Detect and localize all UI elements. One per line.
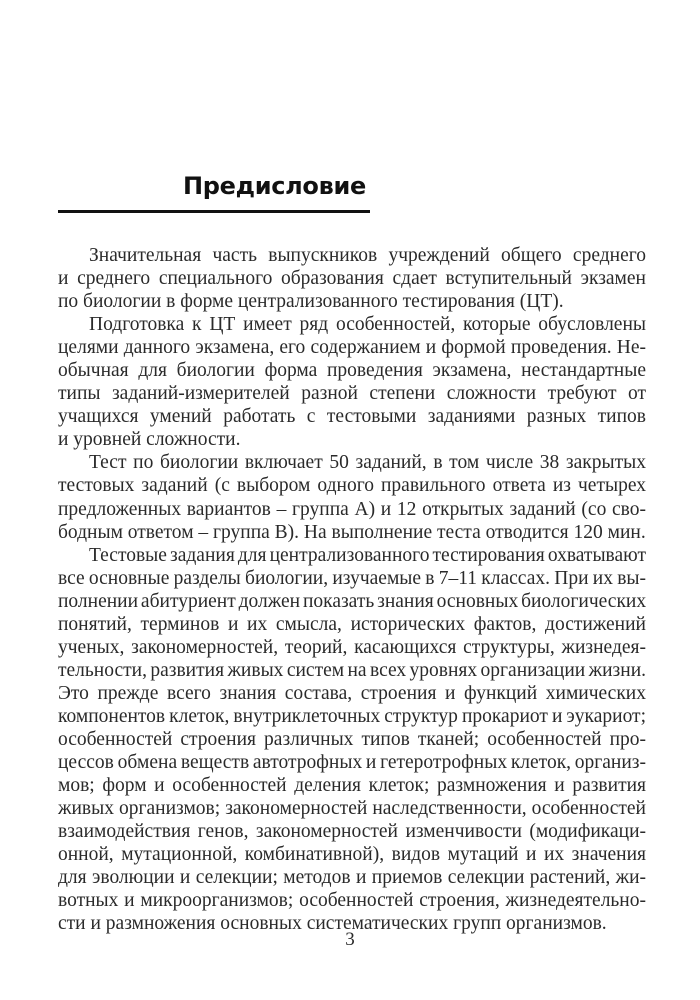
page-title: Предисловие [182, 172, 366, 200]
text-line: учащихся умений работать с тестовыми заданиями разных типов [58, 406, 646, 428]
text-line: Подготовка к ЦТ имеет ряд особенностей, которые обусловлены [89, 314, 646, 336]
text-line: понятий, терминов и их смысла, исторических фактов, достижений [58, 613, 646, 635]
text-line: тельности, развития живых систем на всех уровнях организации жизни. [58, 659, 646, 681]
page-number: 3 [345, 929, 355, 950]
text-line: мов; форм и особенностей деления клеток; размножения и развития [58, 775, 646, 797]
text-line: полнении абитуриент должен показать знания основных биологических [58, 590, 647, 612]
text-line: взаимодействия генов, закономерностей изменчивости (модификаци- [58, 821, 646, 843]
text-line: и уровней сложности. [58, 429, 241, 451]
text-line: Тестовые задания для централизованного тестирования охватывают [89, 544, 646, 566]
text-line: все основные разделы биологии, изучаемые в 7–11 классах. При их вы- [58, 567, 646, 589]
text-line: и среднего специального образования сдает вступительный экзамен [58, 268, 646, 290]
text-line: Тест по биологии включает 50 заданий, в том числе 38 закрытых [89, 452, 646, 474]
text-line: Это прежде всего знания состава, строения и функций химических [58, 682, 646, 704]
paragraph [58, 451, 646, 543]
text-line: сти и размножения основных систематических групп организмов. [58, 913, 607, 935]
text-line: по биологии в форме централизованного тестирования (ЦТ). [58, 291, 564, 313]
text-line: бодным ответом – группа В). На выполнение теста отводится 120 мин. [58, 521, 646, 543]
text-line: предложенных вариантов – группа А) и 12 открытых заданий (со сво- [58, 498, 646, 520]
text-line: Значительная часть выпускников учреждений общего среднего [89, 245, 646, 266]
text-line: типы заданий-измерителей разной степени сложности требуют от [58, 383, 646, 405]
text-line: цессов обмена веществ автотрофных и гетеротрофных клеток, организ- [58, 752, 646, 774]
text-line: вотных и микроорганизмов; особенностей строения, жизнедеятельно- [58, 890, 646, 912]
text-line: целями данного экзамена, его содержанием и формой проведения. Не- [58, 337, 646, 359]
text-line: обычная для биологии форма проведения экзамена, нестандартные [58, 360, 646, 382]
text-line: для эволюции и селекции; методов и приемов селекции растений, жи- [58, 867, 646, 889]
text-line: компонентов клеток, внутриклеточных структур прокариот и эукариот; [58, 705, 646, 727]
text-line: живых организмов; закономерностей наследственности, особенностей [58, 798, 646, 820]
body-text [58, 244, 647, 935]
paragraph [58, 313, 646, 451]
heading-underline [58, 172, 370, 213]
paragraph [58, 244, 646, 313]
text-line: онной, мутационной, комбинативной), видов мутаций и их значения [58, 844, 646, 866]
text-line: ученых, закономерностей, теорий, касающихся структуры, жизнедея- [58, 636, 646, 658]
text-line: тестовых заданий (с выбором одного правильного ответа из четырех [58, 475, 646, 497]
paragraph [58, 544, 646, 936]
text-line: особенностей строения различных типов тканей; особенностей про- [58, 728, 646, 750]
